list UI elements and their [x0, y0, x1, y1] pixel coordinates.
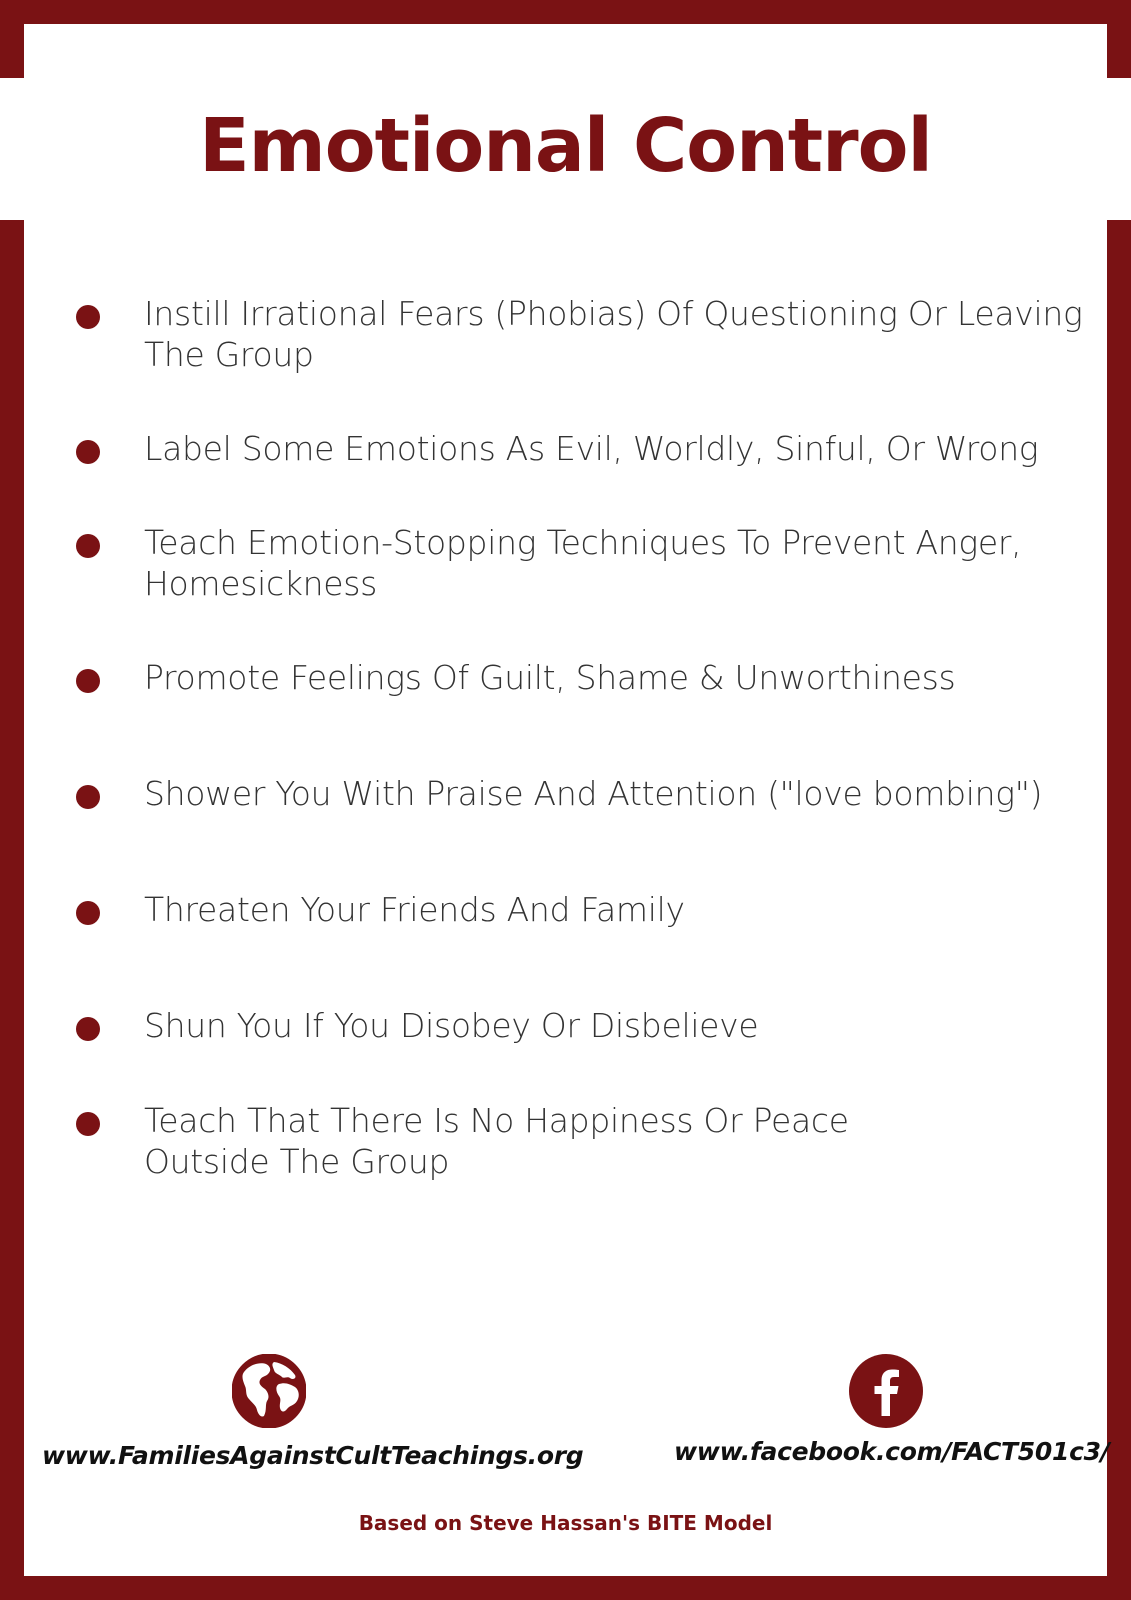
list-item-text: Promote Feelings Of Guilt, Shame & Unworthiness — [144, 658, 956, 697]
bullet-icon — [76, 305, 100, 329]
frame-top-border — [0, 0, 1131, 24]
list-item-text: Label Some Emotions As Evil, Worldly, Sinful, Or Wrong — [144, 429, 1039, 468]
frame-left-border-upper — [0, 0, 24, 78]
website-link[interactable]: www.FamiliesAgainstCultTeachings.org — [42, 1441, 584, 1470]
frame-right-border-upper — [1107, 0, 1131, 78]
list-item-text: Threaten Your Friends And Family — [144, 890, 685, 929]
frame-left-border-lower — [0, 220, 24, 1600]
facebook-icon[interactable] — [849, 1354, 923, 1428]
globe-icon — [232, 1354, 306, 1428]
list-item-text: Teach That There Is No Happiness Or Peace Outside The Group — [144, 1101, 849, 1181]
frame-bottom-border — [0, 1576, 1131, 1600]
bullet-icon — [76, 440, 100, 464]
frame-right-border-lower — [1107, 220, 1131, 1600]
bullet-icon — [76, 1112, 100, 1136]
bullet-icon — [76, 1017, 100, 1041]
list-item-text: Shun You If You Disobey Or Disbelieve — [144, 1006, 759, 1045]
bullet-icon — [76, 669, 100, 693]
list-item-text: Shower You With Praise And Attention ("love bombing") — [144, 774, 1043, 813]
list-item-text: Teach Emotion-Stopping Techniques To Prevent Anger, Homesickness — [144, 523, 1022, 603]
page-title: Emotional Control — [199, 103, 932, 189]
bullet-icon — [76, 785, 100, 809]
bullet-icon — [76, 901, 100, 925]
bullet-icon — [76, 534, 100, 558]
list-item-text: Instill Irrational Fears (Phobias) Of Questioning Or Leaving The Group — [144, 294, 1083, 374]
credit-text: Based on Steve Hassan's BITE Model — [358, 1511, 773, 1535]
facebook-link[interactable]: www.facebook.com/FACT501c3/ — [674, 1437, 1110, 1466]
